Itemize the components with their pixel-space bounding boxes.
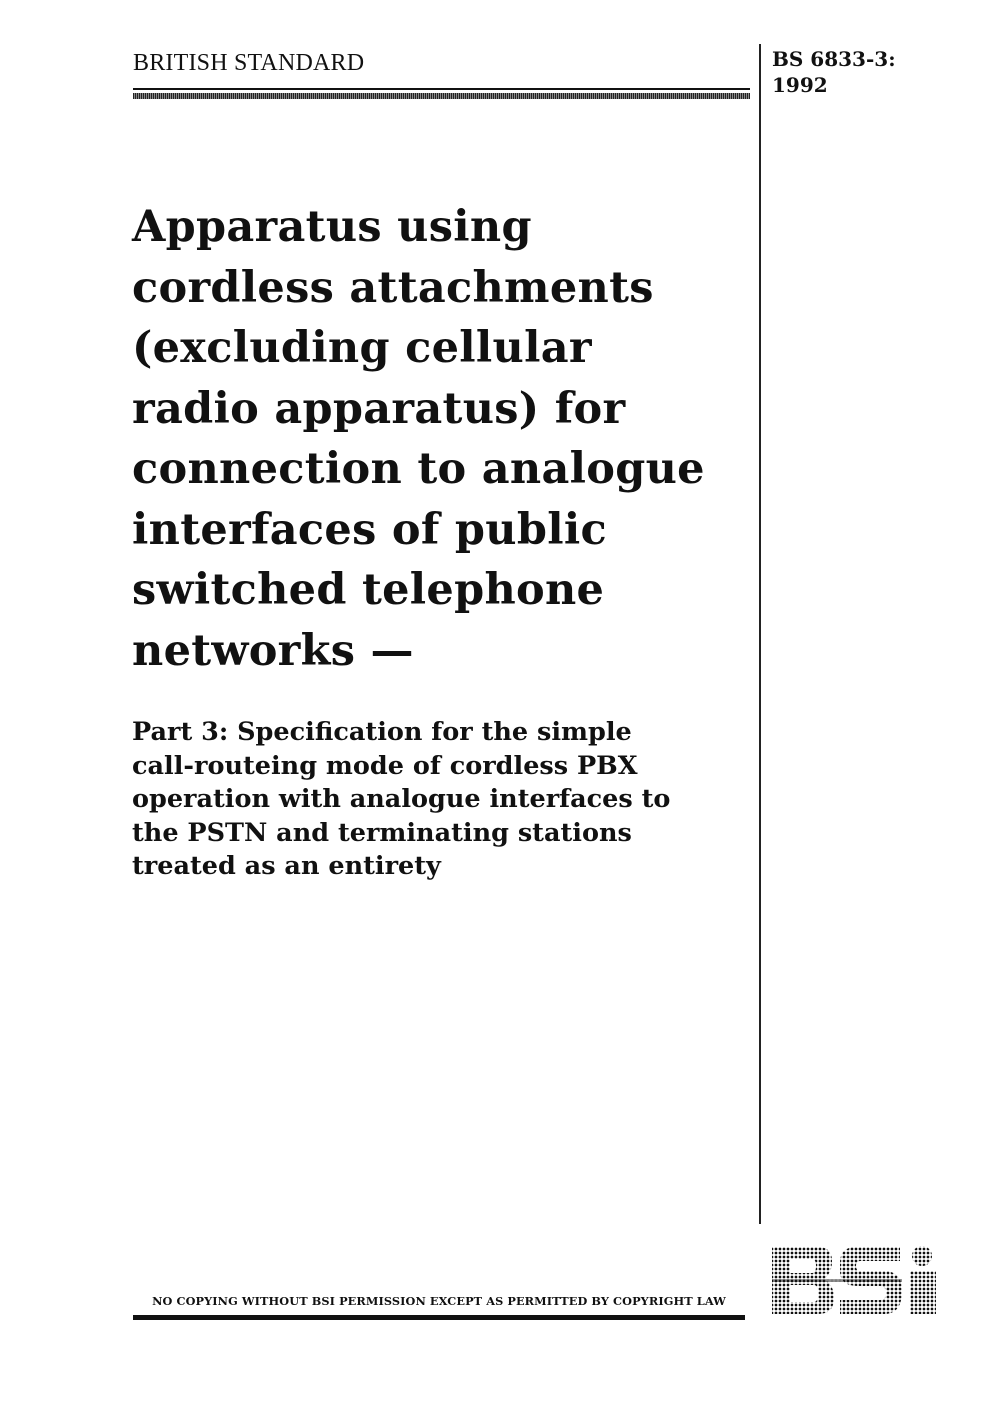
bsi-logo [770,1243,946,1318]
header-rule-thin [133,88,750,90]
header-rule-thick [133,93,750,99]
copyright-notice: NO COPYING WITHOUT BSI PERMISSION EXCEPT AS PERMITTED BY COPYRIGHT LAW [152,1294,726,1308]
standard-number-line2: 1992 [772,73,828,97]
margin-vertical-rule [759,44,761,1224]
bsi-logo-letter-i-dot [912,1246,932,1266]
footer-rule [133,1315,745,1320]
standard-number-line1: BS 6833-3: [772,47,896,71]
series-label: BRITISH STANDARD [133,50,365,76]
part-title: Part 3: Specification for the simple call-routeing mode of cordless PBX operation with analogue interfaces to the PSTN and terminating stations treated as an entirety [132,717,671,881]
standard-number [772,46,972,98]
document-title: Apparatus using cordless attachments (excluding cellular radio apparatus) for connection to analogue interfaces of public switched telephone networks — [132,202,705,676]
bsi-logo-letter-i-stem [910,1271,936,1314]
